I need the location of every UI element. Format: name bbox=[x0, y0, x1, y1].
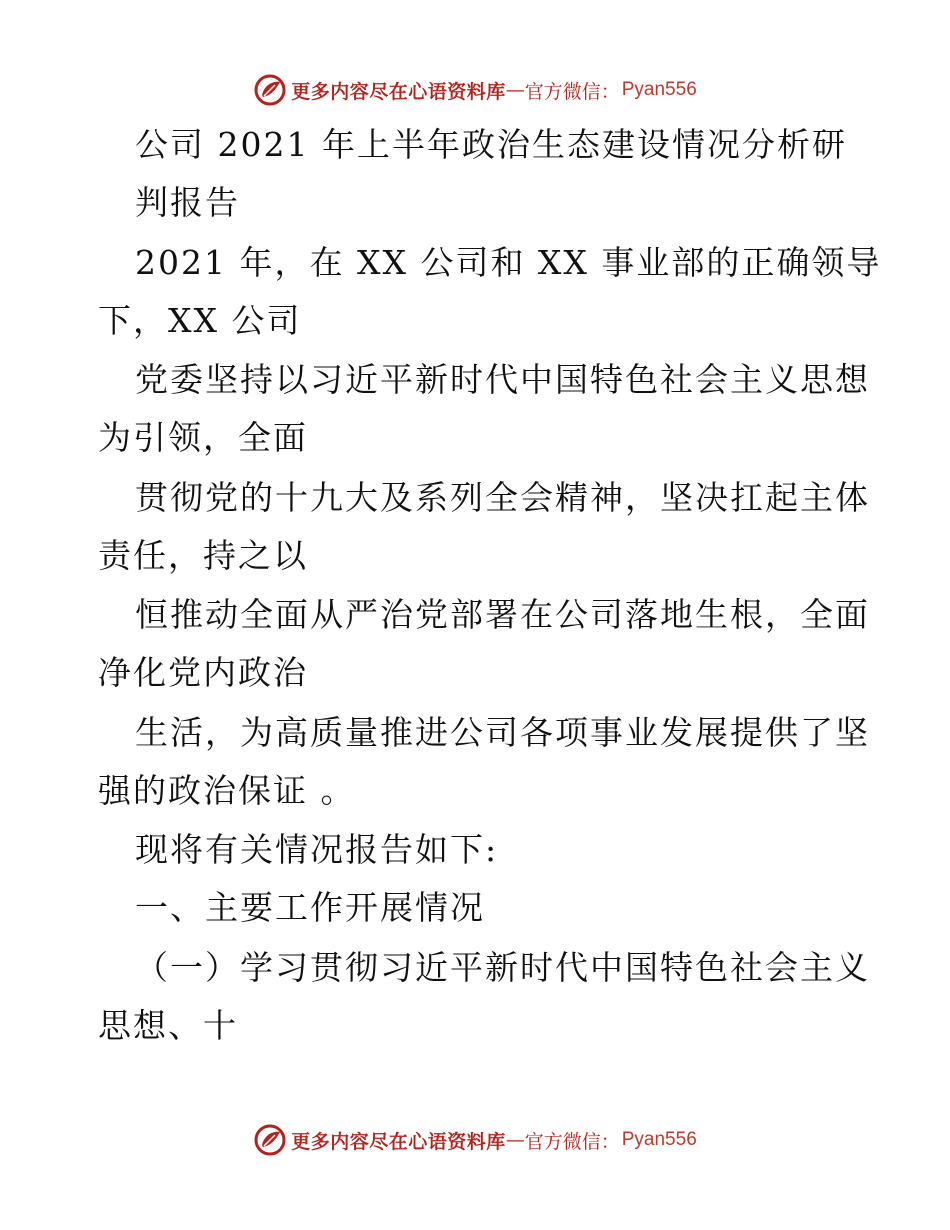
paragraph-line: 党委坚持以习近平新时代中国特色社会主义思想 bbox=[135, 360, 870, 399]
paragraph-line: 责任，持之以 bbox=[98, 536, 308, 575]
paragraph-line: 为引领，全面 bbox=[98, 418, 308, 457]
watermark-site-name: 更多内容尽在心语资料库 bbox=[291, 80, 506, 103]
watermark-wechat-id: Pyan556 bbox=[621, 1129, 697, 1150]
title-line-2: 判报告 bbox=[135, 183, 240, 222]
watermark-wechat-id: Pyan556 bbox=[621, 79, 697, 100]
subsection-heading-cont: 思想、十 bbox=[98, 1006, 238, 1045]
leaf-seal-icon bbox=[253, 1123, 287, 1157]
paragraph-line: 生活，为高质量推进公司各项事业发展提供了坚 bbox=[135, 713, 870, 752]
subsection-heading: （一）学习贯彻习近平新时代中国特色社会主义 bbox=[135, 948, 870, 987]
title-line-1: 公司 2021 年上半年政治生态建设情况分析研 bbox=[135, 125, 847, 164]
section-heading: 一、主要工作开展情况 bbox=[135, 888, 485, 927]
paragraph-line: 恒推动全面从严治党部署在公司落地生根，全面 bbox=[135, 595, 870, 634]
watermark-wechat-label: 官方微信： bbox=[524, 80, 620, 103]
watermark-dash: — bbox=[505, 79, 525, 101]
watermark-footer bbox=[0, 1120, 950, 1160]
watermark-wechat-label: 官方微信： bbox=[524, 1130, 620, 1153]
paragraph-line: 强的政治保证 。 bbox=[98, 771, 356, 810]
watermark-dash: — bbox=[505, 1129, 525, 1151]
paragraph-line: 2021 年，在 XX 公司和 XX 事业部的正确领导 bbox=[135, 243, 882, 282]
watermark-site-name: 更多内容尽在心语资料库 bbox=[291, 1130, 506, 1153]
paragraph-line: 现将有关情况报告如下: bbox=[135, 830, 499, 869]
paragraph-line: 净化党内政治 bbox=[98, 653, 308, 692]
paragraph-line: 下，XX 公司 bbox=[98, 301, 302, 340]
paragraph-line: 贯彻党的十九大及系列全会精神，坚决扛起主体 bbox=[135, 478, 870, 517]
